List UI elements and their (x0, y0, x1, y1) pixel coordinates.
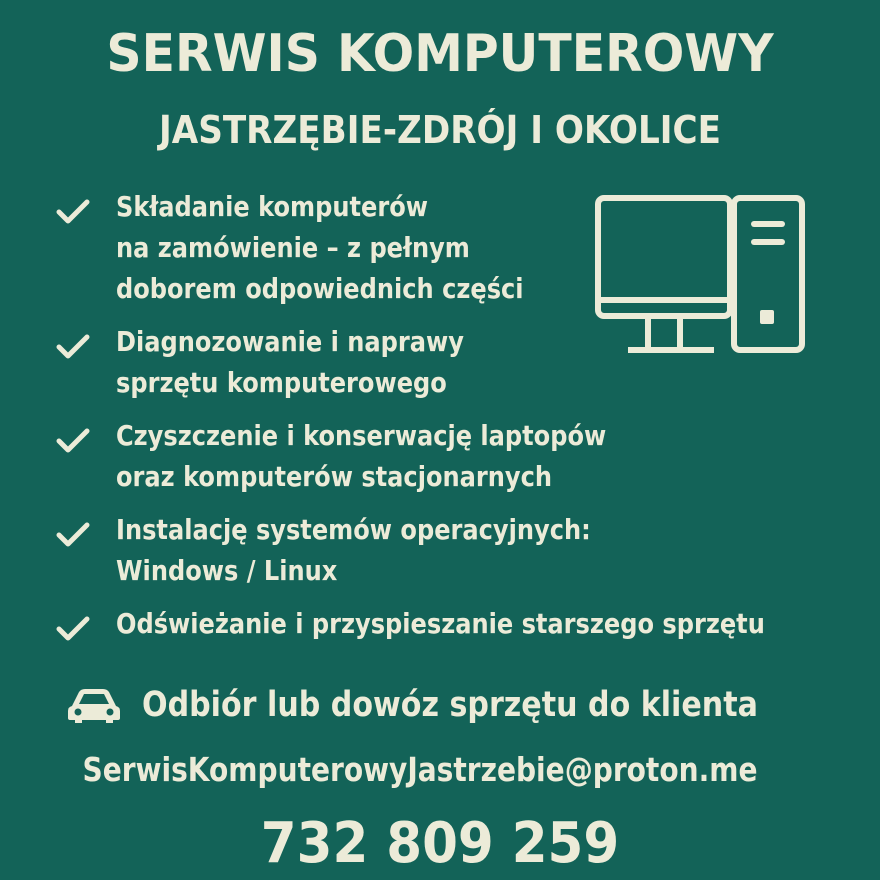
service-item (56, 509, 836, 591)
page-subtitle: JASTRZĘBIE-ZDRÓJ I OKOLICE (159, 108, 721, 152)
service-line: doborem odpowiednich części (116, 272, 524, 305)
service-line: Windows / Linux (116, 554, 338, 587)
service-item (56, 603, 836, 644)
service-line: Diagnozowanie i naprawy (116, 325, 464, 358)
check-icon (56, 333, 90, 361)
service-line: Składanie komputerów (116, 190, 429, 223)
service-line: sprzętu komputerowego (116, 366, 447, 399)
check-icon (56, 521, 90, 549)
service-line: Odświeżanie i przyspieszanie starszego sprzętu (116, 607, 765, 640)
service-line: na zamówienie – z pełnym (116, 231, 470, 264)
car-icon (66, 686, 122, 724)
service-line: Instalację systemów operacyjnych: (116, 513, 591, 546)
delivery-info (66, 680, 846, 730)
service-line: oraz komputerów stacjonarnych (116, 460, 553, 493)
contact-phone[interactable]: 732 809 259 (260, 811, 620, 876)
check-icon (56, 615, 90, 643)
contact-email[interactable]: SerwisKomputerowyJastrzebie@proton.me (82, 750, 758, 789)
check-icon (56, 198, 90, 226)
page-title: SERWIS KOMPUTEROWY (106, 24, 774, 84)
delivery-text: Odbiór lub dowóz sprzętu do klienta (142, 685, 758, 725)
service-item (56, 415, 836, 497)
service-line: Czyszczenie i konserwację laptopów (116, 419, 607, 452)
check-icon (56, 427, 90, 455)
desktop-computer-icon (592, 192, 810, 358)
